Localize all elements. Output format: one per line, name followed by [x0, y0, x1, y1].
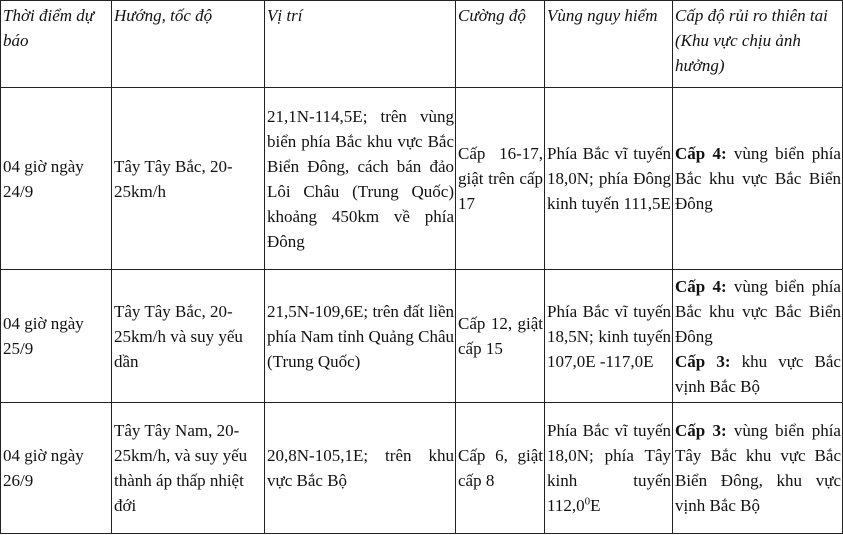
cell-risk — [673, 270, 843, 403]
header-intensity: Cường độ — [456, 1, 545, 88]
header-danger-zone: Vùng nguy hiểm — [545, 1, 673, 88]
table-row — [1, 88, 843, 270]
table-row — [1, 270, 843, 403]
cell-danger-zone: Phía Bắc vĩ tuyến 18,5N; kinh tuyến 107,0E -117,0E — [545, 270, 673, 403]
risk-level-label: Cấp 4: — [675, 144, 727, 163]
cell-intensity: Cấp 6, giật cấp 8 — [456, 403, 545, 534]
table-row — [1, 403, 843, 534]
header-forecast-time: Thời điểm dự báo — [1, 1, 112, 88]
header-direction-speed: Hướng, tốc độ — [112, 1, 265, 88]
risk-area-text: vùng biển phía Tây Bắc khu vực Bắc Biển Đông, khu vực vịnh Bắc Bộ — [675, 421, 841, 515]
risk-area-text: khu vực Bắc vịnh Bắc Bộ — [675, 351, 841, 396]
risk-entry — [675, 274, 841, 349]
danger-zone-text: Phía Bắc vĩ tuyến 18,0N; phía Tây kinh tuyến 112,0 — [547, 421, 671, 515]
cell-position: 21,5N-109,6E; trên đất liền phía Nam tỉnh Quảng Châu (Trung Quốc) — [265, 270, 456, 403]
cell-direction: Tây Tây Bắc, 20-25km/h và suy yếu dần — [112, 270, 265, 403]
header-position: Vị trí — [265, 1, 456, 88]
cell-intensity: Cấp 12, giật cấp 15 — [456, 270, 545, 403]
risk-level-label: Cấp 4: — [675, 276, 727, 296]
risk-area-text: vùng biển phía Bắc khu vực Bắc Biển Đông — [675, 276, 841, 346]
risk-entry — [675, 349, 841, 399]
cell-danger-zone — [545, 403, 673, 534]
cell-risk — [673, 403, 843, 534]
table-header-row — [1, 1, 843, 88]
cell-time: 04 giờ ngày 24/9 — [1, 88, 112, 270]
cell-time: 04 giờ ngày 25/9 — [1, 270, 112, 403]
cell-direction: Tây Tây Bắc, 20-25km/h — [112, 88, 265, 270]
danger-zone-suffix: E — [590, 496, 601, 515]
risk-level-label: Cấp 3: — [675, 351, 731, 371]
risk-level-label: Cấp 3: — [675, 421, 727, 440]
risk-area-text: vùng biển phía Bắc khu vực Bắc Biển Đông — [675, 144, 841, 213]
degree-superscript: 0 — [584, 495, 591, 508]
cell-time: 04 giờ ngày 26/9 — [1, 403, 112, 534]
cell-direction: Tây Tây Nam, 20-25km/h, và suy yếu thành áp thấp nhiệt đới — [112, 403, 265, 534]
cell-position: 20,8N-105,1E; trên khu vực Bắc Bộ — [265, 403, 456, 534]
cell-position: 21,1N-114,5E; trên vùng biển phía Bắc khu vực Bắc Biển Đông, cách bán đảo Lôi Châu (Trung Quốc) khoảng 450km về phía Đông — [265, 88, 456, 270]
cell-danger-zone: Phía Bắc vĩ tuyến 18,0N; phía Đông kinh tuyến 111,5E — [545, 88, 673, 270]
header-risk-level: Cấp độ rủi ro thiên tai (Khu vực chịu ảnh hưởng) — [673, 1, 843, 88]
cell-intensity: Cấp 16-17, giật trên cấp 17 — [456, 88, 545, 270]
cell-risk — [673, 88, 843, 270]
